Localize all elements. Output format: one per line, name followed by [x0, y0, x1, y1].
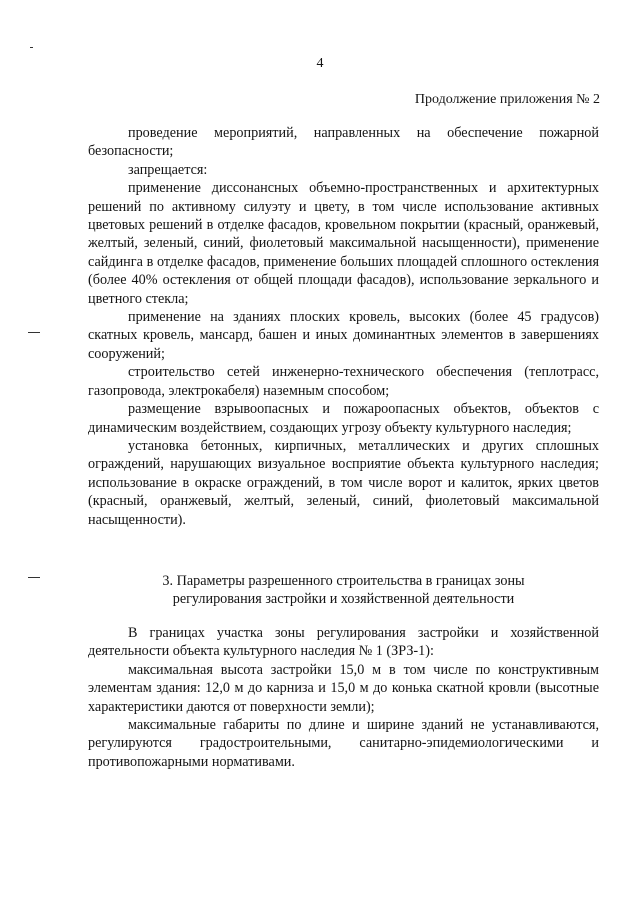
paragraph: применение на зданиях плоских кровель, высоких (более 45 градусов) скатных кровель, мансард, башен и иных доминантных элементов в завершениях сооружений;: [88, 309, 599, 362]
paragraph: установка бетонных, кирпичных, металлических и других сплошных ограждений, нарушающих визуальное восприятие объекта культурного наследия; использование в окраске ограждений, в том числе ворот и калиток, ярких цветов (красный, оранжевый, желтый, зеленый, синий, фиолетовый максимальной насыщенности).: [88, 437, 599, 528]
section-body: [88, 624, 599, 771]
paragraph: В границах участка зоны регулирования застройки и хозяйственной деятельности объекта культурного наследия № 1 (ЗРЗ-1):: [88, 625, 599, 660]
paragraph: максимальные габариты по длине и ширине зданий не устанавливаются, регулируются градостроительными, санитарно-эпидемиологическими и противопожарными нормативами.: [88, 717, 599, 770]
section-title: [88, 572, 599, 609]
section-title-line: регулирования застройки и хозяйственной деятельности: [172, 591, 515, 608]
paragraph: применение диссонансных объемно-пространственных и архитектурных решений по активному силуэту и цвету, в том числе использование активных цветовых решений в отделке фасадов, кровельном покрытии (красный, оранжевый, желтый, зеленый, синий, фиолетовый максимальной насыщенности), применение сайдинга в отделке фасадов, применение больших площадей сплошного остекления (более 40% остекления от общей площади фасадов), использование зеркального и цветного стекла;: [88, 180, 599, 307]
section-title-line: 3. Параметры разрешенного строительства в границах зоны: [162, 573, 525, 589]
paragraph: максимальная высота застройки 15,0 м в том числе по конструктивным элементам здания: 12,0 м до карниза и 15,0 м до конька скатной кровли (высотные характеристики даются от поверхности земли);: [88, 661, 599, 715]
scan-mark: [30, 47, 33, 48]
scan-mark: [28, 577, 40, 578]
paragraph: строительство сетей инженерно-технического обеспечения (теплотрасс, газопровода, электрокабеля) наземным способом;: [88, 364, 599, 399]
scan-mark: [28, 332, 40, 333]
body-text: [88, 124, 599, 529]
paragraph: запрещается:: [128, 161, 208, 178]
paragraph: размещение взрывоопасных и пожароопасных объектов, объектов с динамическим воздействием, создающих угрозу объекту культурного наследия;: [88, 401, 599, 436]
page-number: 4: [316, 56, 324, 71]
paragraph: проведение мероприятий, направленных на обеспечение пожарной безопасности;: [88, 125, 599, 160]
header-note: Продолжение приложения № 2: [414, 92, 600, 107]
